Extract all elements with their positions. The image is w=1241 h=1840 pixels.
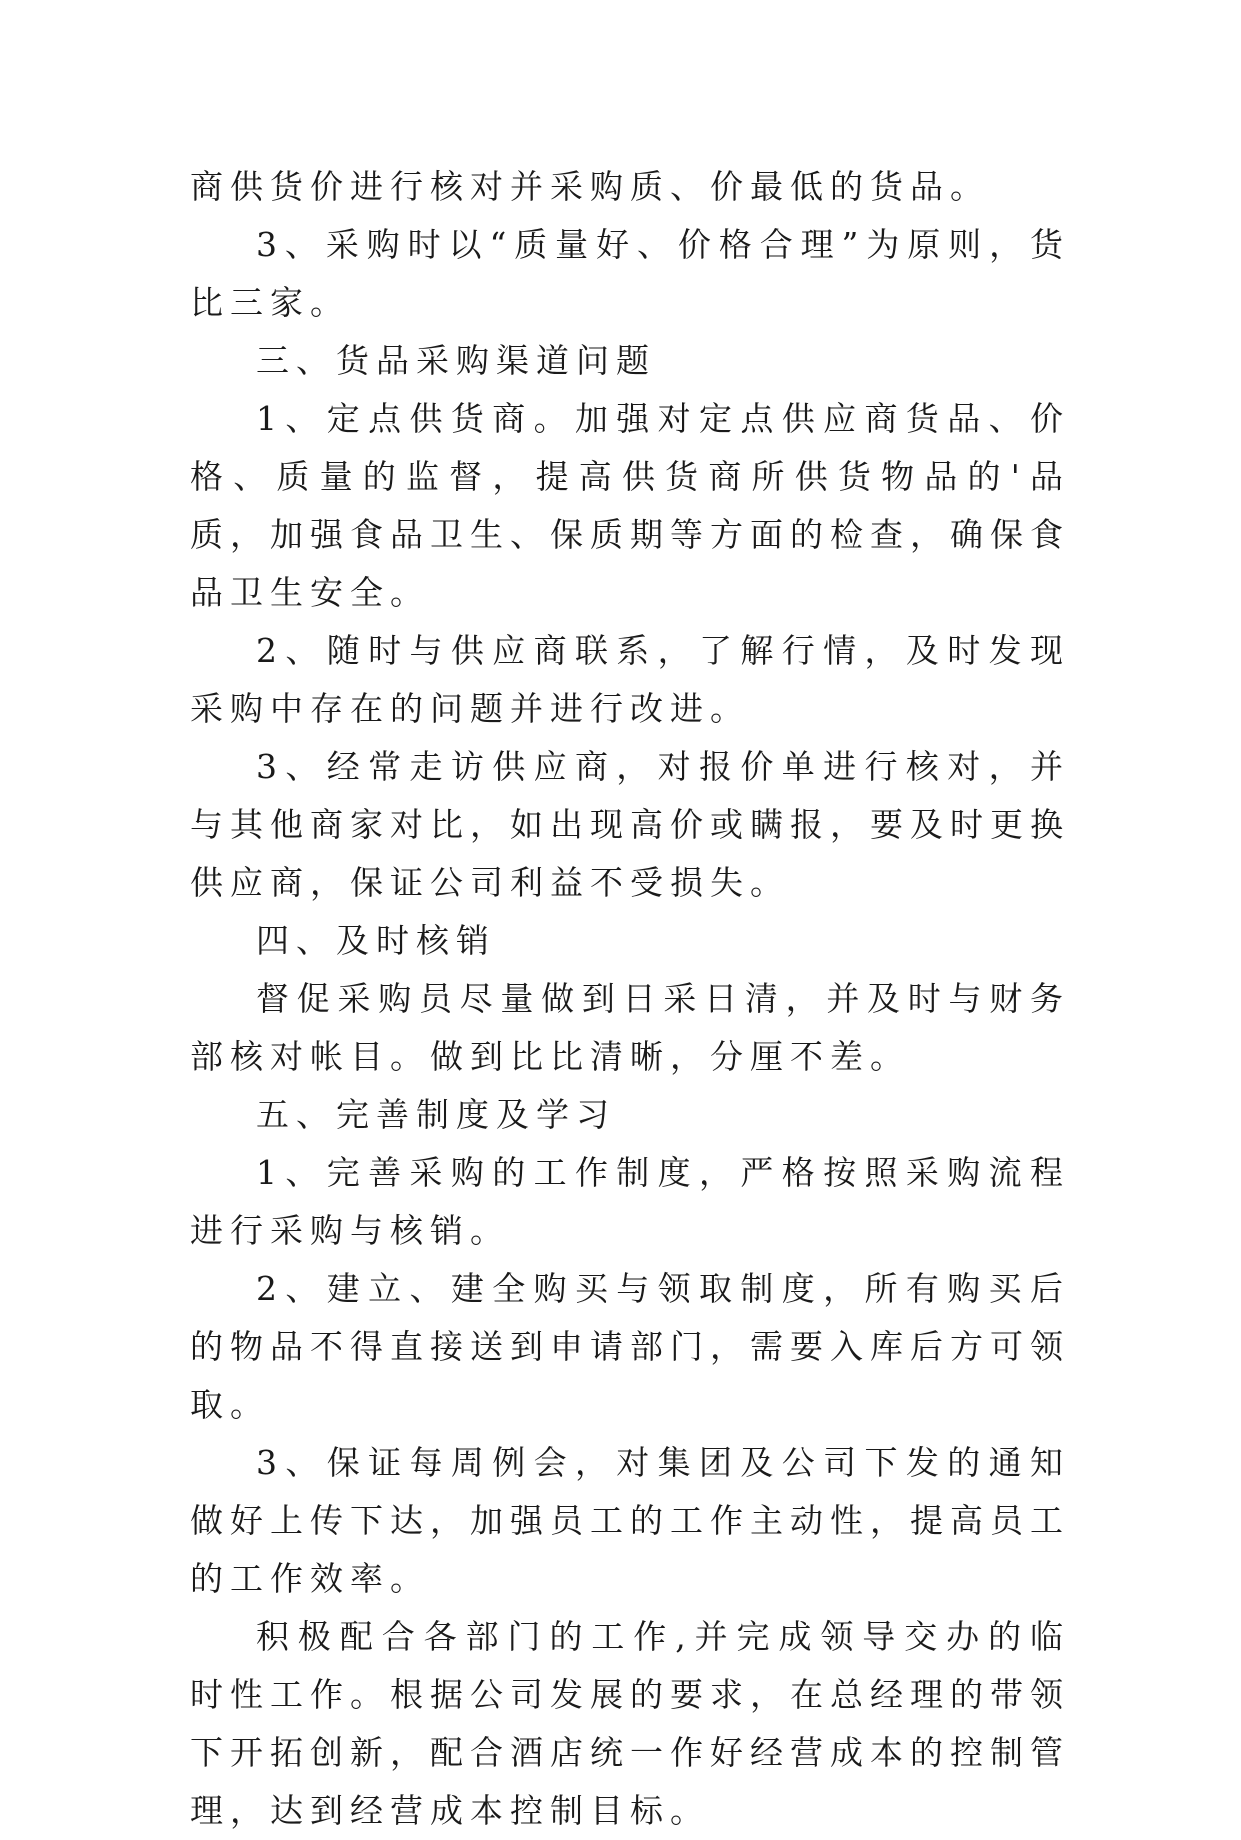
section-heading-5: 五、完善制度及学习 <box>256 1095 616 1134</box>
paragraph-10: 1、完善采购的工作制度，严格按照采购流程进行采购与核销。 <box>190 1153 1070 1250</box>
paragraph-13: 积极配合各部门的工作,并完成领导交办的临时性工作。根据公司发展的要求，在总经理的带领下开拓创新，配合酒店统一作好经营成本的控制管理，达到经营成本控制目标。 <box>190 1617 1070 1830</box>
paragraph-5: 2、随时与供应商联系，了解行情，及时发现采购中存在的问题并进行改进。 <box>190 631 1070 728</box>
paragraph-8: 督促采购员尽量做到日采日清，并及时与财务部核对帐目。做到比比清晰，分厘不差。 <box>190 979 1070 1076</box>
paragraph-1: 商供货价进行核对并采购质、价最低的货品。 <box>190 167 990 206</box>
paragraph-4: 1、定点供货商。加强对定点供应商货品、价格、质量的监督，提高供货商所供货物品的'品质，加强食品卫生、保质期等方面的检查，确保食品卫生安全。 <box>190 399 1070 612</box>
section-heading-4: 四、及时核销 <box>256 921 496 960</box>
paragraph-11: 2、建立、建全购买与领取制度，所有购买后的物品不得直接送到申请部门，需要入库后方可领取。 <box>190 1269 1070 1424</box>
paragraph-2: 3、采购时以“质量好、价格合理”为原则，货比三家。 <box>190 225 1070 322</box>
paragraph-12: 3、保证每周例会，对集团及公司下发的通知做好上传下达，加强员工的工作主动性，提高员工的工作效率。 <box>190 1443 1070 1598</box>
document-body <box>190 158 1070 1840</box>
section-heading-3: 三、货品采购渠道问题 <box>256 341 656 380</box>
paragraph-6: 3、经常走访供应商，对报价单进行核对，并与其他商家对比，如出现高价或瞒报，要及时更换供应商，保证公司利益不受损失。 <box>190 747 1070 902</box>
